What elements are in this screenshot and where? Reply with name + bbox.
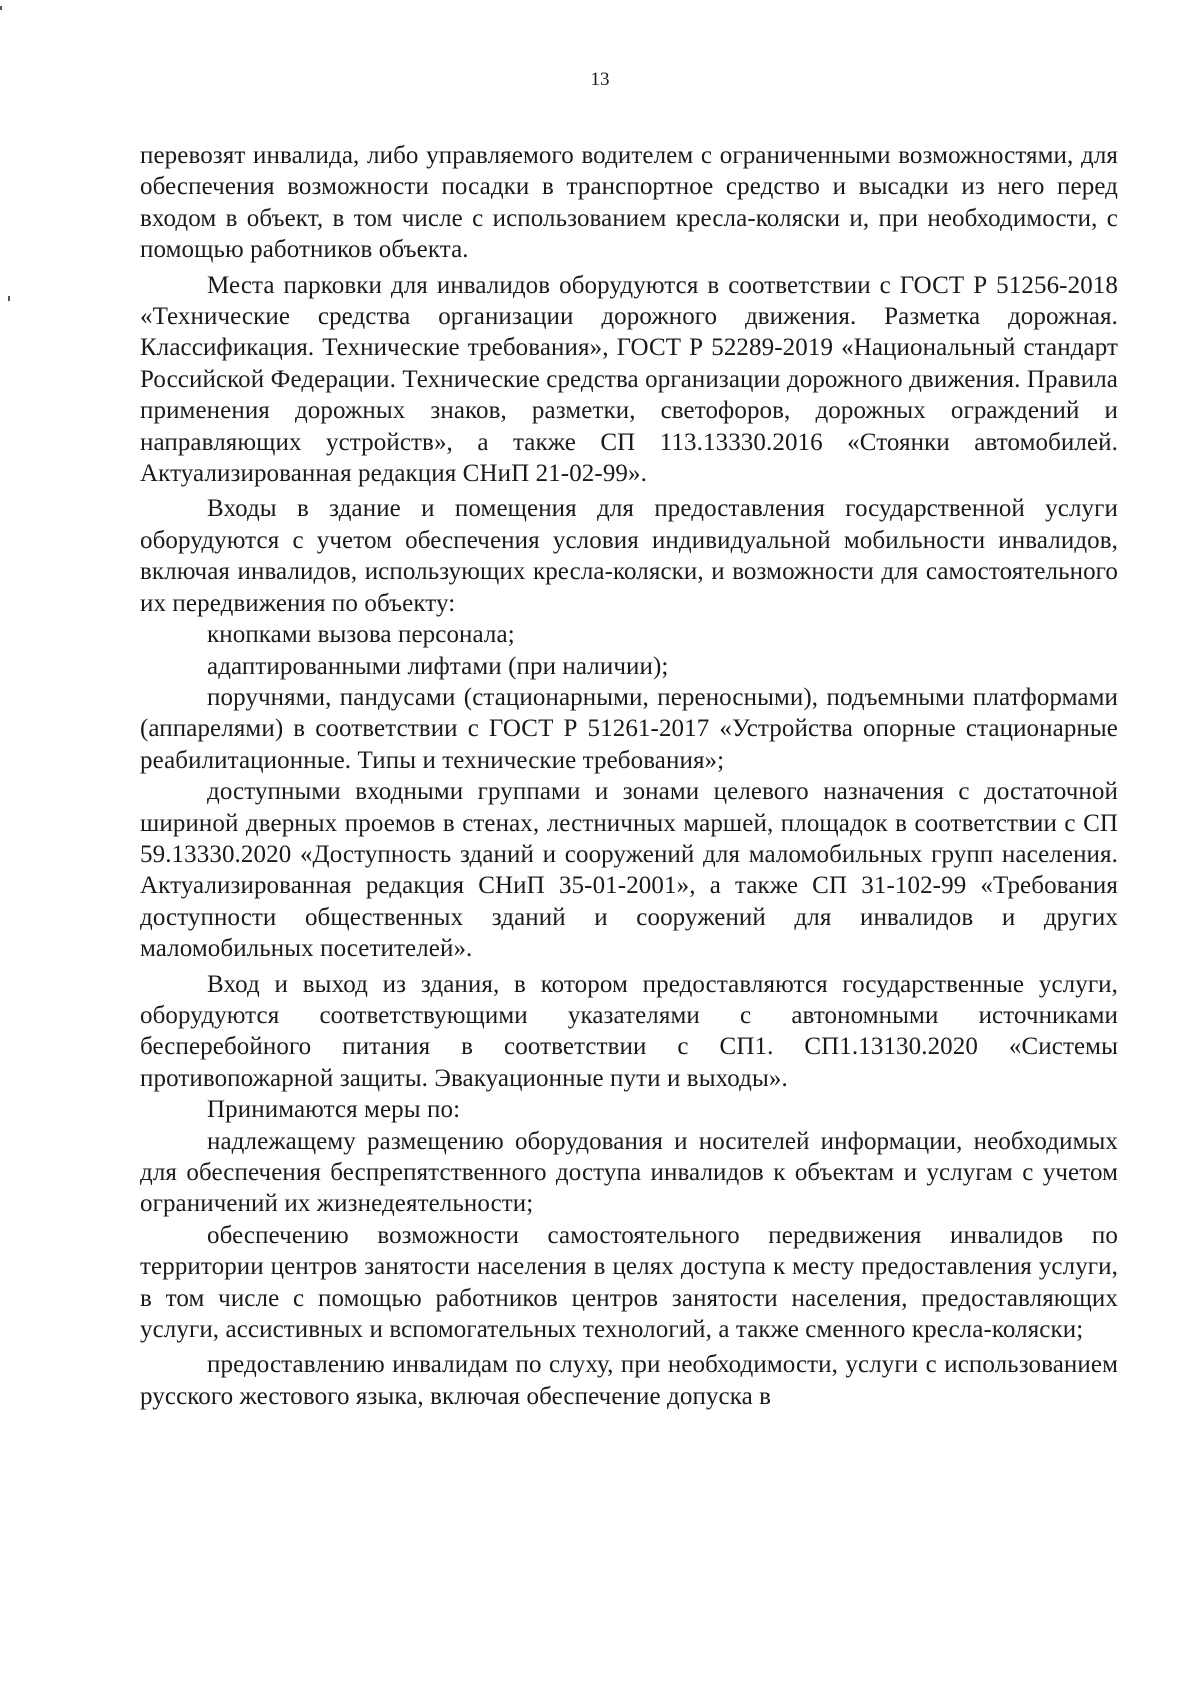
paragraph: Места парковки для инвалидов оборудуются в соответствии с ГОСТ Р 51256-2018 «Технические средства организации дорожного движения. Разметка дорожная. Классификация. Технические требования», ГОСТ Р 52289-2019 «Национальный стандарт Российской Федерации. Технические средства организации дорожного движения. Правила применения дорожных знаков, разметки, светофоров, дорожных ограждений и направляющих устройств», а также СП 113.13330.2016 «Стоянки автомобилей. Актуализированная редакция СНиП 21-02-99». [140, 271, 1118, 488]
list-item: кнопками вызова персонала; [207, 621, 515, 649]
paragraph: перевозят инвалида, либо управляемого водителем с ограниченными возможностями, для обеспечения возможности посадки в транспортное средство и высадки из него перед входом в объект, в том числе с использованием кресла-коляски и, при необходимости, с помощью работников объекта. [140, 142, 1118, 264]
paragraph: Принимаются меры по: [207, 1096, 461, 1124]
list-item: доступными входными группами и зонами целевого назначения с достаточной шириной дверных проемов в стенах, лестничных маршей, площадок в соответствии с СП 59.13330.2020 «Доступность зданий и сооружений для маломобильных групп населения. Актуализированная редакция СНиП 35-01-2001», а также СП 31-102-99 «Требования доступности общественных зданий и сооружений для инвалидов и других маломобильных посетителей». [140, 778, 1118, 963]
list-item: адаптированными лифтами (при наличии); [207, 652, 669, 680]
document-body [140, 140, 1118, 1412]
list-item: обеспечению возможности самостоятельного передвижения инвалидов по территории центров занятости населения в целях доступа к месту предоставления услуги, в том числе с помощью работников центров занятости населения, предоставляющих услуги, ассистивных и вспомогательных технологий, а также сменного кресла-коляски; [140, 1221, 1118, 1344]
scan-artifact [0, 6, 2, 10]
paragraph: Входы в здание и помещения для предоставления государственной услуги оборудуются с учетом обеспечения условия индивидуальной мобильности инвалидов, включая инвалидов, использующих кресла-коляски, и возможности для самостоятельного их передвижения по объекту: [140, 495, 1118, 617]
list-item: предоставлению инвалидам по слуху, при необходимости, услуги с использованием русского жестового языка, включая обеспечение допуска в [140, 1351, 1118, 1410]
paragraph: Вход и выход из здания, в котором предоставляются государственные услуги, оборудуются соответствующими указателями с автономными источниками бесперебойного питания в соответствии с СП1. СП1.13130.2020 «Системы противопожарной защиты. Эвакуационные пути и выходы». [140, 970, 1118, 1092]
list-item: надлежащему размещению оборудования и носителей информации, необходимых для обеспечения беспрепятственного доступа инвалидов к объектам и услугам с учетом ограничений их жизнедеятельности; [140, 1127, 1118, 1218]
scan-artifact [8, 296, 10, 301]
page-number: 13 [590, 69, 610, 90]
list-item: поручнями, пандусами (стационарными, переносными), подъемными платформами (аппарелями) в соответствии с ГОСТ Р 51261-2017 «Устройства опорные стационарные реабилитационные. Типы и технические требования»; [140, 683, 1118, 774]
